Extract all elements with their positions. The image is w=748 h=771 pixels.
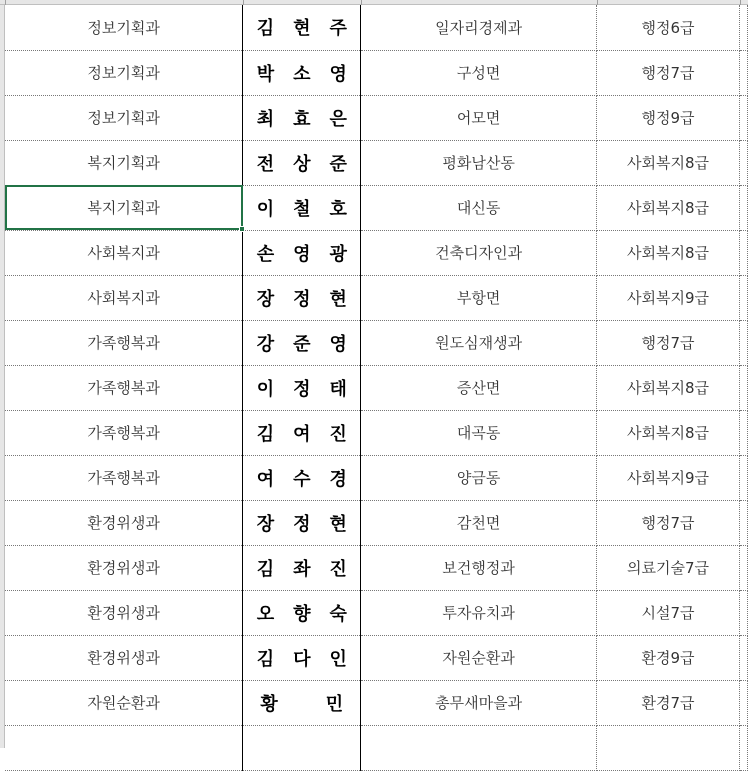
name-cell[interactable] [243,500,366,545]
name-cell[interactable] [243,590,366,635]
name-cell[interactable] [243,680,392,725]
empty-cell[interactable] [739,320,747,365]
dept-cell[interactable]: 환경위생과 [5,500,243,545]
table-row [5,590,748,635]
table-row [5,365,748,410]
table-row [5,500,748,545]
name-cell[interactable] [243,140,366,185]
dept-cell[interactable]: 정보기획과 [5,95,243,140]
name-cell[interactable] [243,185,366,230]
empty-cell[interactable] [739,95,747,140]
dept-cell[interactable]: 복지기획과 [5,140,243,185]
name-cell[interactable] [243,320,366,365]
table-row [5,545,748,590]
place-cell[interactable]: 원도심재생과 [361,320,597,365]
empty-cell[interactable] [739,275,747,320]
dept-cell[interactable]: 환경위생과 [5,590,243,635]
empty-cell[interactable] [739,365,747,410]
grade-cell[interactable]: 환경9급 [597,635,740,680]
grade-cell[interactable]: 행정7급 [597,320,740,365]
empty-cell[interactable] [739,545,747,590]
name-text: 이철호 [256,198,366,220]
empty-cell[interactable] [739,410,747,455]
name-text: 오향숙 [256,603,366,625]
table-row [5,410,748,455]
empty-cell[interactable] [739,140,747,185]
spreadsheet-grid [5,5,748,748]
name-cell[interactable] [243,230,366,275]
dept-cell[interactable] [5,725,243,770]
place-cell[interactable]: 대곡동 [361,410,597,455]
empty-cell[interactable] [739,230,747,275]
grade-cell[interactable]: 사회복지9급 [597,275,740,320]
table-row [5,5,748,50]
dept-cell[interactable]: 가족행복과 [5,410,243,455]
name-text: 손영광 [256,243,366,265]
name-cell[interactable] [243,635,366,680]
dept-cell[interactable]: 정보기획과 [5,50,243,95]
empty-cell[interactable] [739,5,747,50]
place-cell[interactable]: 부항면 [361,275,597,320]
place-cell[interactable]: 일자리경제과 [361,5,597,50]
name-cell[interactable] [243,410,366,455]
place-cell[interactable]: 건축디자인과 [361,230,597,275]
place-cell[interactable]: 투자유치과 [361,590,597,635]
grade-cell[interactable]: 의료기술7급 [597,545,740,590]
place-cell[interactable] [361,725,597,770]
name-text: 장정현 [256,288,366,310]
place-cell[interactable]: 증산면 [361,365,597,410]
empty-cell[interactable] [739,725,747,770]
selected-cell[interactable]: 복지기획과 [5,185,243,230]
dept-cell[interactable]: 사회복지과 [5,230,243,275]
name-text: 이정태 [256,378,366,400]
name-text: 장정현 [256,513,366,535]
name-text: 황민 [260,693,392,715]
empty-cell[interactable] [739,455,747,500]
place-cell[interactable]: 감천면 [361,500,597,545]
empty-cell[interactable] [739,50,747,95]
fill-handle[interactable] [239,226,245,232]
dept-cell[interactable]: 사회복지과 [5,275,243,320]
dept-cell[interactable]: 자원순환과 [5,680,243,725]
name-text: 전상준 [256,153,366,175]
table-row [5,50,748,95]
table-row [5,140,748,185]
table-row [5,320,748,365]
name-text: 박소영 [256,63,366,85]
table-row [5,455,748,500]
grade-cell[interactable]: 사회복지8급 [597,365,740,410]
grade-cell[interactable]: 시설7급 [597,590,740,635]
grade-cell[interactable]: 사회복지8급 [597,410,740,455]
name-text: 김현주 [256,18,366,40]
place-cell[interactable]: 자원순환과 [361,635,597,680]
name-text: 여수경 [256,468,366,490]
name-text: 김다인 [256,648,366,670]
empty-cell[interactable] [739,590,747,635]
table-row [5,725,748,770]
grade-cell[interactable]: 사회복지8급 [597,140,740,185]
dept-cell[interactable]: 가족행복과 [5,455,243,500]
place-cell[interactable]: 평화남산동 [361,140,597,185]
grade-cell[interactable]: 사회복지8급 [597,185,740,230]
name-text: 김좌진 [256,558,366,580]
dept-cell[interactable]: 가족행복과 [5,320,243,365]
grade-cell[interactable]: 행정7급 [597,500,740,545]
data-table [5,5,748,771]
dept-cell[interactable]: 정보기획과 [5,5,243,50]
empty-cell[interactable] [739,185,747,230]
name-cell[interactable] [243,5,366,50]
place-cell[interactable]: 양금동 [361,455,597,500]
table-row [5,635,748,680]
name-cell[interactable] [243,95,366,140]
grade-cell[interactable]: 환경7급 [597,680,740,725]
grade-cell[interactable]: 행정9급 [597,95,740,140]
name-cell[interactable] [243,545,366,590]
table-row [5,275,748,320]
dept-cell[interactable]: 환경위생과 [5,545,243,590]
grade-cell[interactable]: 사회복지9급 [597,455,740,500]
grade-cell[interactable]: 행정6급 [597,5,740,50]
grade-cell[interactable]: 사회복지8급 [597,230,740,275]
name-cell[interactable] [243,50,366,95]
dept-cell[interactable]: 환경위생과 [5,635,243,680]
dept-cell[interactable]: 가족행복과 [5,365,243,410]
grade-cell[interactable]: 행정7급 [597,50,740,95]
place-cell[interactable]: 대신동 [361,185,597,230]
empty-cell[interactable] [739,500,747,545]
place-cell[interactable]: 구성면 [361,50,597,95]
name-cell[interactable] [243,455,366,500]
name-cell[interactable] [243,275,366,320]
place-cell[interactable]: 어모면 [361,95,597,140]
name-text: 최효은 [256,108,366,130]
table-row [5,230,748,275]
name-cell[interactable] [243,725,361,770]
empty-cell[interactable] [739,635,747,680]
empty-cell[interactable] [739,680,747,725]
name-text: 강준영 [256,333,366,355]
grade-cell[interactable] [597,725,740,770]
name-cell[interactable] [243,365,366,410]
place-cell[interactable]: 보건행정과 [361,545,597,590]
table-row [5,185,748,230]
table-row [5,680,748,725]
table-row [5,95,748,140]
name-text: 김여진 [256,423,366,445]
place-cell[interactable]: 총무새마을과 [361,680,597,725]
